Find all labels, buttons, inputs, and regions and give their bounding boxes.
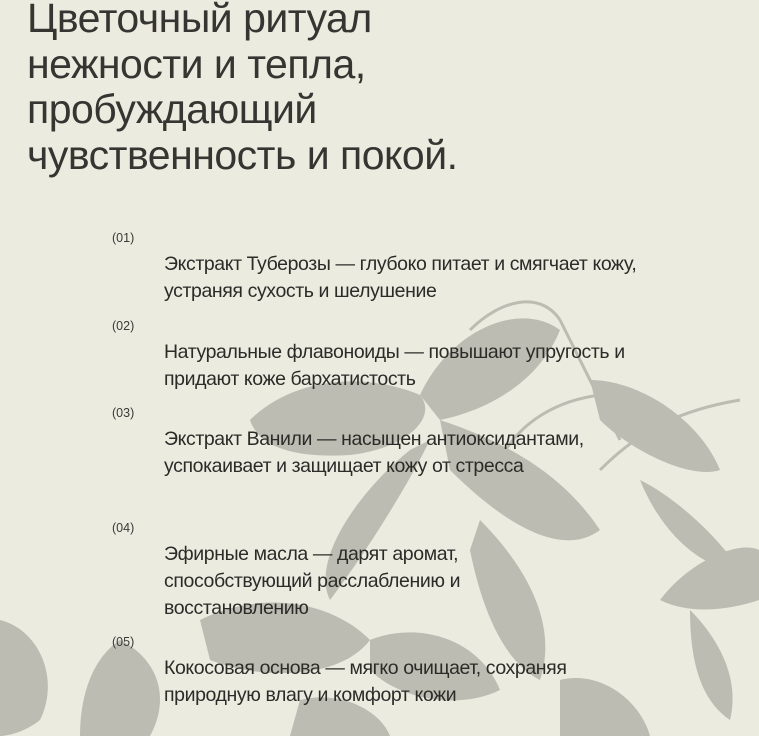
item-text: Экстракт Туберозы — глубоко питает и смягчает кожу, устраняя сухость и шелушение bbox=[164, 253, 637, 302]
item-number: (02) bbox=[112, 319, 135, 333]
ingredient-item bbox=[112, 319, 654, 393]
flower-petal bbox=[0, 620, 48, 736]
headline-line: чувственность и покой. bbox=[27, 131, 458, 178]
ingredient-item bbox=[112, 635, 654, 709]
item-number: (01) bbox=[112, 231, 135, 245]
item-text: Кокосовая основа — мягко очищает, сохраняя природную влагу и комфорт кожи bbox=[164, 657, 567, 706]
headline bbox=[27, 0, 458, 178]
item-number: (04) bbox=[112, 521, 135, 535]
headline-line: Цветочный ритуал bbox=[27, 0, 372, 41]
headline-line: нежности и тепла, bbox=[27, 40, 366, 87]
ingredient-item bbox=[112, 521, 534, 622]
ingredient-item bbox=[112, 231, 654, 305]
item-text: Натуральные флавоноиды — повышают упругость и придают коже бархатистость bbox=[164, 341, 625, 390]
item-text: Экстракт Ванили — насыщен антиоксидантами, успокаивает и защищает кожу от стресса bbox=[164, 428, 584, 477]
flower-petal bbox=[640, 480, 740, 570]
ingredient-item bbox=[112, 406, 624, 480]
item-text: Эфирные масла — дарят аромат, способствующий расслаблению и восстановлению bbox=[164, 543, 461, 619]
flower-petal bbox=[690, 610, 733, 720]
headline-line: пробуждающий bbox=[27, 86, 317, 132]
item-number: (05) bbox=[112, 635, 135, 649]
item-number: (03) bbox=[112, 406, 135, 420]
